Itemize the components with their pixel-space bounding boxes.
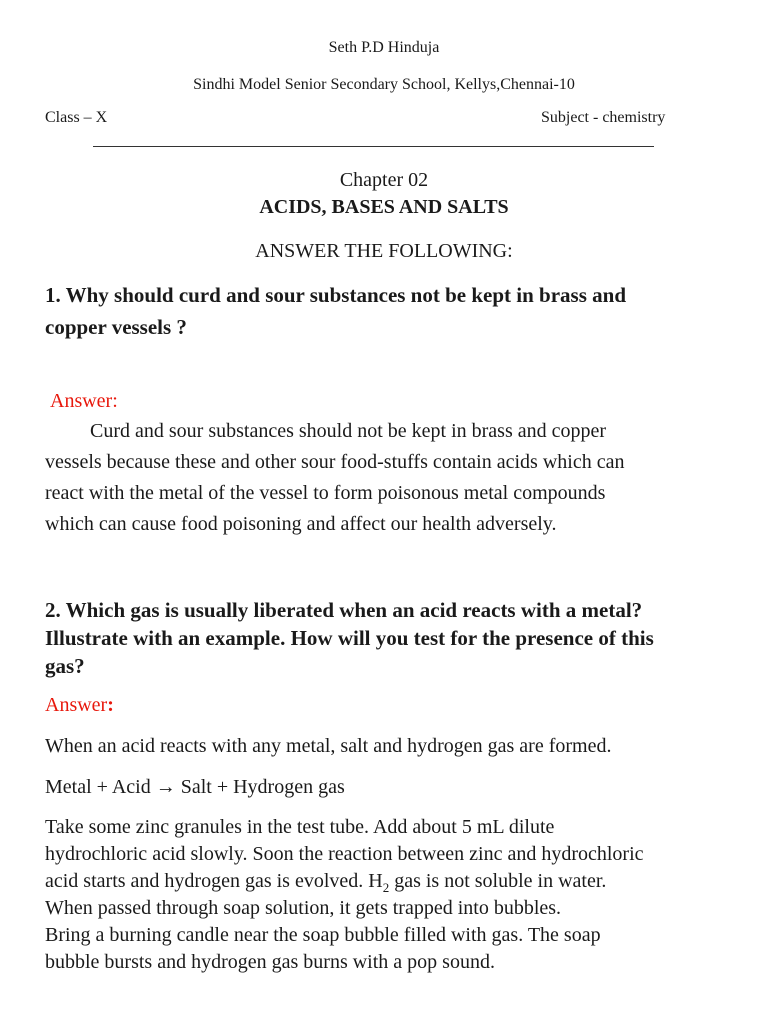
h2-subscript: 2 [382,880,390,895]
school-name-line2: Sindhi Model Senior Secondary School, Kellys,Chennai-10 [193,76,575,93]
answer-2-intro: When an acid reacts with any metal, salt and hydrogen gas are formed. [45,735,612,757]
chapter-title: ACIDS, BASES AND SALTS [259,196,509,218]
answer-1-line3: react with the metal of the vessel to form poisonous metal compounds [45,482,606,504]
answer-1-line4: which can cause food poisoning and affect our health adversely. [45,513,557,535]
answer-2-label-colon: : [107,694,114,716]
answer-2-para-line3 [45,870,606,896]
answer-2-para-line1: Take some zinc granules in the test tube. Add about 5 mL dilute [45,816,555,838]
header-divider [93,146,654,147]
question-1-line1: 1. Why should curd and sour substances not be kept in brass and [45,283,626,307]
answer-1-line1: Curd and sour substances should not be kept in brass and copper [90,420,607,442]
answer-1-label: Answer: [50,390,118,412]
instruction-heading: ANSWER THE FOLLOWING: [255,240,513,262]
question-2-line2: Illustrate with an example. How will you test for the presence of this [45,626,654,650]
answer-2-label [45,694,114,717]
answer-2-para-line3-a: acid starts and hydrogen gas is evolved. H [45,870,383,892]
question-2-line3: gas? [45,654,85,678]
question-2-line1: 2. Which gas is usually liberated when an acid reacts with a metal? [45,598,643,622]
answer-2-para-line2: hydrochloric acid slowly. Soon the reaction between zinc and hydrochloric [45,843,644,865]
answer-2-para-line3-b: gas is not soluble in water. [389,870,607,892]
reaction-equation: Metal + Acid → Salt + Hydrogen gas [45,776,345,798]
question-1-line2: copper vessels ? [45,315,187,339]
answer-2-para-line5: Bring a burning candle near the soap bubble filled with gas. The soap [45,924,601,946]
subject-label: Subject - chemistry [541,109,666,126]
chapter-number: Chapter 02 [339,169,429,191]
class-label: Class – X [45,109,108,126]
school-name-line1: Seth P.D Hinduja [328,39,440,56]
answer-2-para-line6: bubble bursts and hydrogen gas burns with a pop sound. [45,951,495,973]
answer-2-label-text: Answer [45,694,108,716]
answer-2-para-line4: When passed through soap solution, it gets trapped into bubbles. [45,897,562,919]
answer-1-line2: vessels because these and other sour food-stuffs contain acids which can [45,451,625,473]
